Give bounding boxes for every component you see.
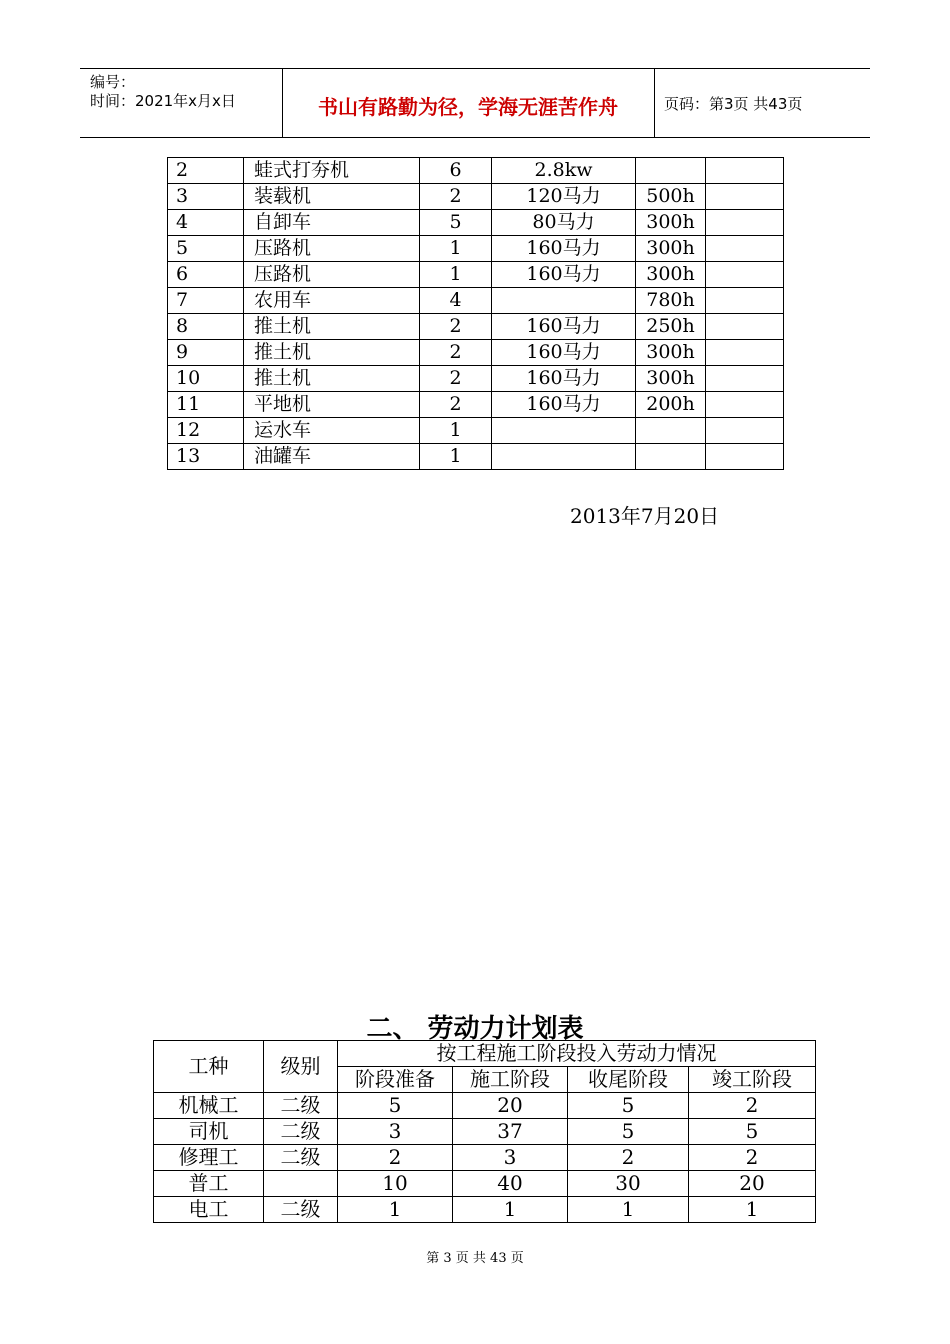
cell-value: 3 [338, 1119, 453, 1145]
cell-grade: 二级 [264, 1119, 338, 1145]
cell-empty [706, 444, 784, 470]
cell-power: 160马力 [492, 366, 636, 392]
cell-number: 10 [168, 366, 244, 392]
cell-quantity: 1 [420, 418, 492, 444]
number-label: 编号： [90, 73, 136, 91]
cell-power: 160马力 [492, 340, 636, 366]
cell-number: 7 [168, 288, 244, 314]
cell-power: 160马力 [492, 236, 636, 262]
cell-name: 平地机 [244, 392, 420, 418]
table-row [168, 444, 784, 470]
header-trade: 工种 [154, 1041, 264, 1093]
equipment-table-body [168, 158, 784, 470]
page-label: 页码：第3页 共43页 [664, 95, 803, 113]
cell-value: 20 [453, 1093, 568, 1119]
header-stage: 收尾阶段 [568, 1067, 689, 1093]
cell-number: 13 [168, 444, 244, 470]
table-row [168, 184, 784, 210]
cell-name: 推土机 [244, 340, 420, 366]
cell-quantity: 2 [420, 392, 492, 418]
cell-hours: 780h [636, 288, 706, 314]
cell-grade: 二级 [264, 1093, 338, 1119]
cell-quantity: 2 [420, 184, 492, 210]
cell-value: 10 [338, 1171, 453, 1197]
header-grade: 级别 [264, 1041, 338, 1093]
cell-value: 2 [689, 1093, 816, 1119]
cell-trade: 普工 [154, 1171, 264, 1197]
cell-value: 20 [689, 1171, 816, 1197]
cell-value: 30 [568, 1171, 689, 1197]
header-motto-cell [282, 69, 655, 137]
page-header [80, 68, 870, 138]
header-stage-group: 按工程施工阶段投入劳动力情况 [338, 1041, 816, 1067]
cell-value: 5 [568, 1119, 689, 1145]
table-row [168, 262, 784, 288]
cell-name: 推土机 [244, 314, 420, 340]
cell-trade: 电工 [154, 1197, 264, 1223]
cell-hours [636, 444, 706, 470]
cell-hours: 300h [636, 210, 706, 236]
cell-empty [706, 392, 784, 418]
cell-value: 2 [338, 1145, 453, 1171]
cell-number: 12 [168, 418, 244, 444]
cell-value: 2 [689, 1145, 816, 1171]
cell-hours: 300h [636, 366, 706, 392]
cell-power [492, 418, 636, 444]
cell-quantity: 6 [420, 158, 492, 184]
table-row [154, 1119, 816, 1145]
cell-power [492, 444, 636, 470]
cell-name: 运水车 [244, 418, 420, 444]
cell-trade: 机械工 [154, 1093, 264, 1119]
motto: 书山有路勤为径，学海无涯苦作舟 [318, 95, 618, 119]
cell-value: 37 [453, 1119, 568, 1145]
cell-hours [636, 158, 706, 184]
table-row [154, 1145, 816, 1171]
cell-empty [706, 184, 784, 210]
equipment-table [167, 157, 784, 470]
page-footer: 第 3 页 共 43 页 [426, 1251, 524, 1266]
cell-power [492, 288, 636, 314]
cell-hours: 500h [636, 184, 706, 210]
cell-quantity: 2 [420, 366, 492, 392]
cell-name: 压路机 [244, 262, 420, 288]
header-stage: 竣工阶段 [689, 1067, 816, 1093]
cell-grade [264, 1171, 338, 1197]
cell-empty [706, 418, 784, 444]
table-row [168, 288, 784, 314]
cell-empty [706, 366, 784, 392]
cell-value: 3 [453, 1145, 568, 1171]
cell-empty [706, 340, 784, 366]
cell-value: 1 [453, 1197, 568, 1223]
header-stage: 施工阶段 [453, 1067, 568, 1093]
cell-number: 6 [168, 262, 244, 288]
cell-empty [706, 288, 784, 314]
cell-quantity: 1 [420, 262, 492, 288]
cell-empty [706, 262, 784, 288]
table-row [154, 1197, 816, 1223]
cell-number: 5 [168, 236, 244, 262]
table-row [168, 236, 784, 262]
cell-name: 压路机 [244, 236, 420, 262]
cell-power: 2.8kw [492, 158, 636, 184]
table-row [168, 418, 784, 444]
cell-number: 9 [168, 340, 244, 366]
cell-empty [706, 314, 784, 340]
cell-quantity: 5 [420, 210, 492, 236]
cell-empty [706, 236, 784, 262]
cell-value: 5 [338, 1093, 453, 1119]
table-row [168, 210, 784, 236]
cell-grade: 二级 [264, 1197, 338, 1223]
cell-number: 2 [168, 158, 244, 184]
header-meta [80, 69, 283, 137]
labor-header-row-1 [154, 1041, 816, 1067]
labor-table [153, 1040, 816, 1223]
cell-number: 11 [168, 392, 244, 418]
cell-hours [636, 418, 706, 444]
cell-value: 1 [689, 1197, 816, 1223]
cell-power: 120马力 [492, 184, 636, 210]
cell-power: 160马力 [492, 392, 636, 418]
cell-value: 1 [338, 1197, 453, 1223]
header-stage: 阶段准备 [338, 1067, 453, 1093]
table-row [168, 392, 784, 418]
table-row [168, 314, 784, 340]
cell-value: 5 [689, 1119, 816, 1145]
cell-empty [706, 210, 784, 236]
cell-hours: 200h [636, 392, 706, 418]
cell-name: 自卸车 [244, 210, 420, 236]
cell-grade: 二级 [264, 1145, 338, 1171]
cell-quantity: 2 [420, 314, 492, 340]
cell-power: 160马力 [492, 314, 636, 340]
table-row [154, 1093, 816, 1119]
cell-quantity: 2 [420, 340, 492, 366]
document-date: 2013年7月20日 [570, 504, 720, 528]
cell-power: 80马力 [492, 210, 636, 236]
cell-trade: 修理工 [154, 1145, 264, 1171]
cell-hours: 250h [636, 314, 706, 340]
cell-number: 8 [168, 314, 244, 340]
table-row [154, 1171, 816, 1197]
cell-hours: 300h [636, 236, 706, 262]
cell-name: 农用车 [244, 288, 420, 314]
cell-number: 3 [168, 184, 244, 210]
cell-value: 2 [568, 1145, 689, 1171]
date-label: 时间：2021年x月x日 [90, 92, 236, 110]
cell-power: 160马力 [492, 262, 636, 288]
table-row [168, 158, 784, 184]
cell-name: 装载机 [244, 184, 420, 210]
cell-quantity: 1 [420, 444, 492, 470]
cell-value: 40 [453, 1171, 568, 1197]
labor-section-title: 二、 劳动力计划表 [366, 1014, 584, 1044]
cell-trade: 司机 [154, 1119, 264, 1145]
cell-name: 蛙式打夯机 [244, 158, 420, 184]
cell-empty [706, 158, 784, 184]
table-row [168, 340, 784, 366]
labor-table-body [154, 1093, 816, 1223]
cell-quantity: 1 [420, 236, 492, 262]
header-page-cell [654, 69, 870, 137]
cell-value: 1 [568, 1197, 689, 1223]
cell-name: 推土机 [244, 366, 420, 392]
cell-name: 油罐车 [244, 444, 420, 470]
table-row [168, 366, 784, 392]
cell-number: 4 [168, 210, 244, 236]
cell-hours: 300h [636, 340, 706, 366]
cell-value: 5 [568, 1093, 689, 1119]
cell-quantity: 4 [420, 288, 492, 314]
cell-hours: 300h [636, 262, 706, 288]
